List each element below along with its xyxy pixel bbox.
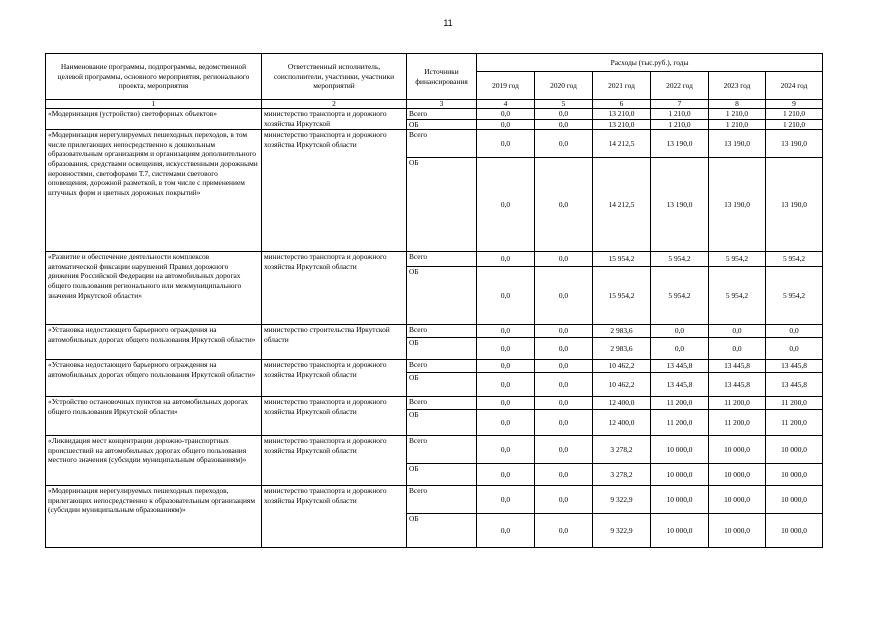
executor-cell: министерство транспорта и дорожного хозяйства Иркутской области xyxy=(262,252,407,325)
expense-value-cell: 2 983,6 xyxy=(593,338,651,360)
executor-cell: министерство транспорта и дорожного хозяйства Иркутской области xyxy=(262,486,407,548)
expense-value-cell: 0,0 xyxy=(535,252,593,267)
header-year: 2021 год xyxy=(593,72,651,100)
expense-value-cell: 0,0 xyxy=(535,338,593,360)
expense-value-cell: 0,0 xyxy=(535,464,593,486)
executor-cell: министерство транспорта и дорожного хозяйства Иркутской области xyxy=(262,130,407,252)
expense-value-cell: 5 954,2 xyxy=(709,267,766,325)
table-row xyxy=(46,397,823,410)
expense-value-cell: 10 000,0 xyxy=(766,436,823,464)
executor-cell: министерство транспорта и дорожного хозяйства Иркутской области xyxy=(262,360,407,397)
expense-value-cell: 13 190,0 xyxy=(709,158,766,252)
header-source: Источники финансирования xyxy=(407,54,477,100)
expense-value-cell: 2 983,6 xyxy=(593,325,651,338)
expense-value-cell: 0,0 xyxy=(535,119,593,130)
expense-value-cell: 10 000,0 xyxy=(766,486,823,514)
expense-value-cell: 0,0 xyxy=(535,109,593,120)
expense-value-cell: 3 278,2 xyxy=(593,436,651,464)
expense-value-cell: 0,0 xyxy=(535,360,593,373)
table-row xyxy=(46,252,823,267)
expense-value-cell: 0,0 xyxy=(477,514,535,548)
expense-value-cell: 0,0 xyxy=(477,267,535,325)
header-year: 2019 год xyxy=(477,72,535,100)
expense-value-cell: 3 278,2 xyxy=(593,464,651,486)
funding-source-cell: Всего xyxy=(407,397,477,410)
executor-cell: министерство транспорта и дорожного хозяйства Иркутской области xyxy=(262,397,407,436)
expense-value-cell: 11 200,0 xyxy=(651,397,709,410)
table-row xyxy=(46,130,823,158)
table-row xyxy=(46,486,823,514)
expense-value-cell: 10 000,0 xyxy=(709,464,766,486)
header-expenses: Расходы (тыс.руб.), годы xyxy=(477,54,823,72)
expense-value-cell: 0,0 xyxy=(477,130,535,158)
funding-source-cell: Всего xyxy=(407,360,477,373)
expense-value-cell: 0,0 xyxy=(535,130,593,158)
expense-value-cell: 5 954,2 xyxy=(766,252,823,267)
expense-value-cell: 12 400,0 xyxy=(593,410,651,436)
expense-value-cell: 0,0 xyxy=(477,338,535,360)
table-row xyxy=(46,325,823,338)
expense-value-cell: 1 210,0 xyxy=(651,119,709,130)
expense-value-cell: 0,0 xyxy=(535,397,593,410)
funding-source-cell: ОБ xyxy=(407,338,477,360)
expense-value-cell: 0,0 xyxy=(477,360,535,373)
funding-source-cell: ОБ xyxy=(407,158,477,252)
expense-value-cell: 0,0 xyxy=(477,410,535,436)
expense-value-cell: 11 200,0 xyxy=(766,410,823,436)
funding-source-cell: Всего xyxy=(407,325,477,338)
funding-source-cell: ОБ xyxy=(407,267,477,325)
funding-source-cell: Всего xyxy=(407,109,477,120)
expense-value-cell: 0,0 xyxy=(535,514,593,548)
expense-value-cell: 13 445,8 xyxy=(709,373,766,397)
expense-value-cell: 5 954,2 xyxy=(766,267,823,325)
expense-value-cell: 10 000,0 xyxy=(766,514,823,548)
funding-source-cell: ОБ xyxy=(407,119,477,130)
expense-value-cell: 14 212,5 xyxy=(593,130,651,158)
expense-value-cell: 13 190,0 xyxy=(766,158,823,252)
header-year: 2023 год xyxy=(709,72,766,100)
expense-value-cell: 0,0 xyxy=(766,325,823,338)
expense-value-cell: 10 000,0 xyxy=(709,514,766,548)
expense-value-cell: 0,0 xyxy=(535,267,593,325)
expense-value-cell: 13 445,8 xyxy=(651,360,709,373)
column-number-row xyxy=(46,100,823,109)
expense-value-cell: 0,0 xyxy=(477,109,535,120)
expense-value-cell: 13 445,8 xyxy=(651,373,709,397)
expense-value-cell: 1 210,0 xyxy=(709,119,766,130)
expense-value-cell: 10 000,0 xyxy=(651,436,709,464)
funding-source-cell: Всего xyxy=(407,130,477,158)
expense-value-cell: 13 190,0 xyxy=(651,130,709,158)
activity-name: «Развитие и обеспечение деятельности комплексов автоматической фиксации нарушений Правил дорожного движения Российской Федерации на автомобильных дорогах общего пользования регионального или межмуниципального значения Иркутской области» xyxy=(46,252,262,325)
executor-cell: министерство транспорта и дорожного хозяйства Иркутской xyxy=(262,109,407,130)
expense-value-cell: 13 190,0 xyxy=(766,130,823,158)
header-year: 2020 год xyxy=(535,72,593,100)
expense-value-cell: 13 445,8 xyxy=(709,360,766,373)
expense-value-cell: 11 200,0 xyxy=(766,397,823,410)
funding-source-cell: ОБ xyxy=(407,464,477,486)
expense-value-cell: 0,0 xyxy=(709,338,766,360)
column-number: 6 xyxy=(593,100,651,109)
expense-value-cell: 0,0 xyxy=(709,325,766,338)
column-number: 3 xyxy=(407,100,477,109)
expense-value-cell: 10 462,2 xyxy=(593,373,651,397)
expense-value-cell: 10 000,0 xyxy=(651,464,709,486)
expense-value-cell: 0,0 xyxy=(477,158,535,252)
activity-name: «Установка недостающего барьерного ограждения на автомобильных дорогах общего пользования Иркутской области» xyxy=(46,360,262,397)
expense-value-cell: 15 954,2 xyxy=(593,252,651,267)
funding-source-cell: Всего xyxy=(407,252,477,267)
expense-value-cell: 0,0 xyxy=(535,158,593,252)
budget-table xyxy=(45,53,823,548)
expense-value-cell: 0,0 xyxy=(535,373,593,397)
expense-value-cell: 11 200,0 xyxy=(709,397,766,410)
expense-value-cell: 1 210,0 xyxy=(766,109,823,120)
executor-cell: министерство строительства Иркутской области xyxy=(262,325,407,360)
expense-value-cell: 12 400,0 xyxy=(593,397,651,410)
expense-value-cell: 10 000,0 xyxy=(651,486,709,514)
expense-value-cell: 0,0 xyxy=(477,119,535,130)
expense-value-cell: 9 322,9 xyxy=(593,514,651,548)
expense-value-cell: 5 954,2 xyxy=(651,267,709,325)
expense-value-cell: 0,0 xyxy=(477,252,535,267)
column-number: 8 xyxy=(709,100,766,109)
expense-value-cell: 9 322,9 xyxy=(593,486,651,514)
expense-value-cell: 11 200,0 xyxy=(709,410,766,436)
expense-value-cell: 0,0 xyxy=(477,464,535,486)
executor-cell: министерство транспорта и дорожного хозяйства Иркутской области xyxy=(262,436,407,486)
expense-value-cell: 0,0 xyxy=(535,486,593,514)
activity-name: «Модернизация нерегулируемых пешеходных переходов, в том числе прилегающих непосредственно к дошкольным образовательным организациям и организациям дополнительного образования, средствами освещения, искусственными дорожными неровностями, светофорами Т.7, системами светового оповещения, дорожной разметкой, в том числе с применением штучных форм и цветных дорожных покрытий» xyxy=(46,130,262,252)
funding-source-cell: Всего xyxy=(407,436,477,464)
table-row xyxy=(46,360,823,373)
expense-value-cell: 15 954,2 xyxy=(593,267,651,325)
expense-value-cell: 1 210,0 xyxy=(709,109,766,120)
page-number: 11 xyxy=(443,18,453,28)
activity-name: «Модернизация (устройство) светофорных объектов» xyxy=(46,109,262,130)
header-year: 2024 год xyxy=(766,72,823,100)
column-number: 9 xyxy=(766,100,823,109)
column-number: 7 xyxy=(651,100,709,109)
expense-value-cell: 13 445,8 xyxy=(766,373,823,397)
expense-value-cell: 0,0 xyxy=(535,436,593,464)
table-row xyxy=(46,436,823,464)
column-number: 5 xyxy=(535,100,593,109)
activity-name: «Ликвидация мест концентрации дорожно-транспортных происшествий на автомобильных дорогах общего пользования местного значения (субсидии муниципальным образованиям)» xyxy=(46,436,262,486)
activity-name: «Установка недостающего барьерного ограждения на автомобильных дорогах общего пользования Иркутской области» xyxy=(46,325,262,360)
expense-value-cell: 13 210,0 xyxy=(593,109,651,120)
expense-value-cell: 1 210,0 xyxy=(651,109,709,120)
expense-value-cell: 14 212,5 xyxy=(593,158,651,252)
column-number: 4 xyxy=(477,100,535,109)
expense-value-cell: 0,0 xyxy=(766,338,823,360)
expense-value-cell: 0,0 xyxy=(477,436,535,464)
expense-value-cell: 0,0 xyxy=(535,325,593,338)
header-executor: Ответственный исполнитель, соисполнители, участники, участники мероприятий xyxy=(262,54,407,100)
expense-value-cell: 10 462,2 xyxy=(593,360,651,373)
header-name: Наименование программы, подпрограммы, ведомственной целевой программы, основного мероприятия, регионального проекта, мероприятия xyxy=(46,54,262,100)
activity-name: «Устройство остановочных пунктов на автомобильных дорогах общего пользования Иркутской области» xyxy=(46,397,262,436)
header-year: 2022 год xyxy=(651,72,709,100)
expense-value-cell: 0,0 xyxy=(535,410,593,436)
expense-value-cell: 10 000,0 xyxy=(766,464,823,486)
expense-value-cell: 1 210,0 xyxy=(766,119,823,130)
column-number: 1 xyxy=(46,100,262,109)
funding-source-cell: ОБ xyxy=(407,514,477,548)
expense-value-cell: 5 954,2 xyxy=(709,252,766,267)
funding-source-cell: ОБ xyxy=(407,410,477,436)
funding-source-cell: ОБ xyxy=(407,373,477,397)
table-row xyxy=(46,109,823,120)
expense-value-cell: 11 200,0 xyxy=(651,410,709,436)
column-number: 2 xyxy=(262,100,407,109)
expense-value-cell: 13 190,0 xyxy=(709,130,766,158)
expense-value-cell: 0,0 xyxy=(477,373,535,397)
expense-value-cell: 0,0 xyxy=(477,325,535,338)
expense-value-cell: 10 000,0 xyxy=(709,486,766,514)
expense-value-cell: 0,0 xyxy=(651,338,709,360)
expense-value-cell: 10 000,0 xyxy=(709,436,766,464)
funding-source-cell: Всего xyxy=(407,486,477,514)
expense-value-cell: 13 190,0 xyxy=(651,158,709,252)
expense-value-cell: 0,0 xyxy=(477,486,535,514)
expense-value-cell: 0,0 xyxy=(477,397,535,410)
activity-name: «Модернизация нерегулируемых пешеходных переходов, прилегающих непосредственно к образовательным организациям (субсидии муниципальным образованиям)» xyxy=(46,486,262,548)
expense-value-cell: 13 445,8 xyxy=(766,360,823,373)
expense-value-cell: 0,0 xyxy=(651,325,709,338)
expense-value-cell: 13 210,0 xyxy=(593,119,651,130)
expense-value-cell: 5 954,2 xyxy=(651,252,709,267)
expense-value-cell: 10 000,0 xyxy=(651,514,709,548)
